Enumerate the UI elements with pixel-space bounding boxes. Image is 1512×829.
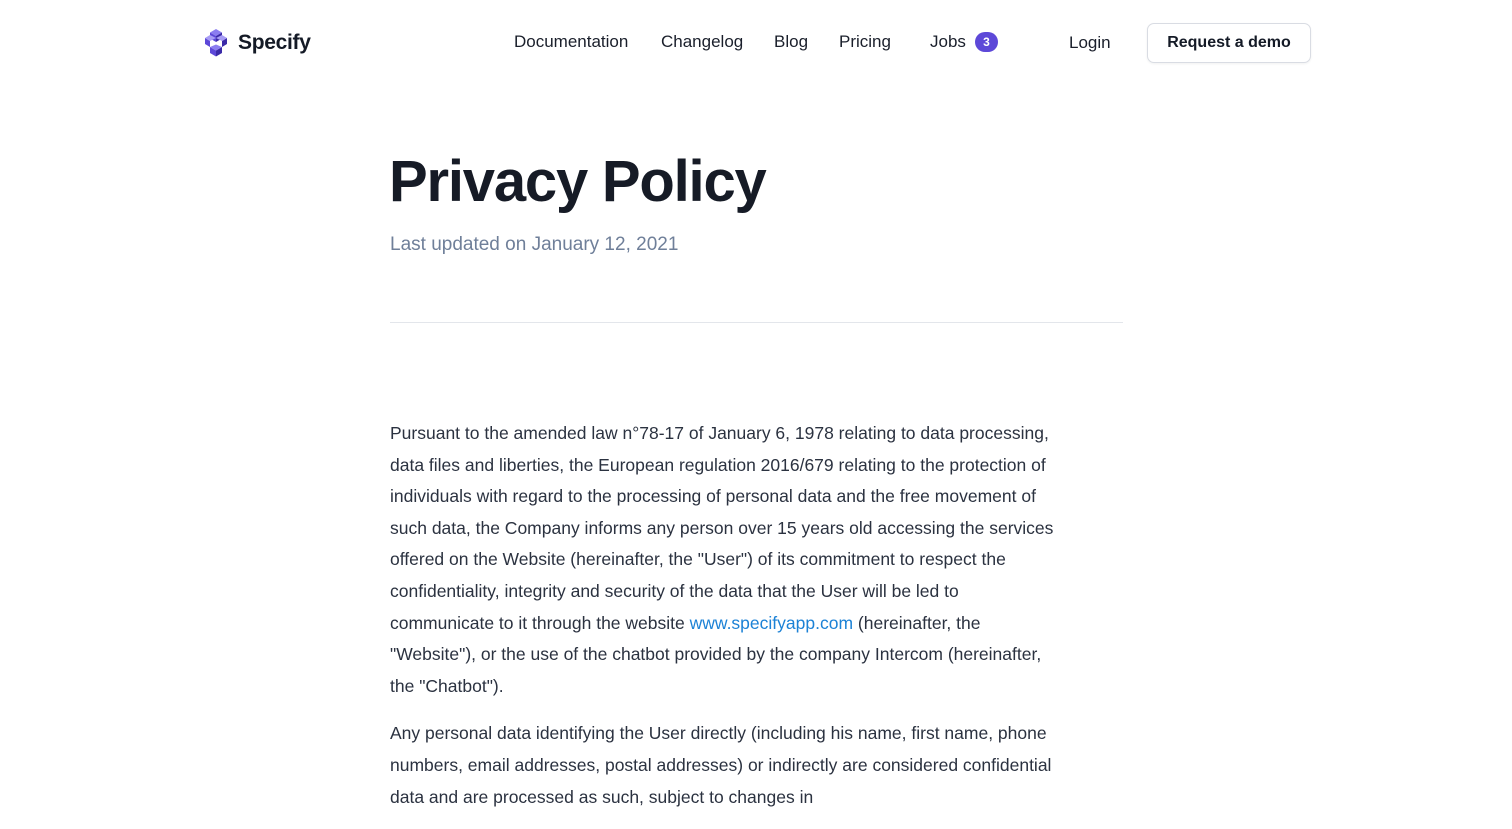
nav-documentation[interactable]: Documentation: [514, 32, 629, 51]
hexagon-cubes-logo-icon: [200, 27, 232, 59]
policy-paragraph-1: [390, 418, 1062, 702]
brand-logo[interactable]: [200, 27, 311, 59]
login-link[interactable]: Login: [1069, 33, 1111, 52]
last-updated-date: Last updated on January 12, 2021: [390, 234, 679, 255]
section-divider: [390, 322, 1123, 323]
nav-jobs[interactable]: Jobs: [930, 32, 966, 51]
policy-paragraph-2: Any personal data identifying the User directly (including his name, first name, phone numbers, email addresses, postal addresses) or indirectly are considered confidential data and are processed as such, subject to changes in: [390, 723, 1052, 807]
nav-changelog[interactable]: Changelog: [661, 32, 744, 51]
paragraph-text: Pursuant to the amended law n°78-17 of January 6, 1978 relating to data processing, data files and liberties, the European regulation 2016/679 relating to the protection of individuals with regard to the processing of personal data and the free movement of such data, the Company informs any person over 15 years old accessing the services offered on the Website (hereinafter, the "User") of its commitment to respect the confidentiality, integrity and security of the data that the User will be led to communicate to it through the website: [390, 423, 1054, 633]
website-link[interactable]: www.specifyapp.com: [689, 612, 854, 633]
policy-content: [390, 418, 1062, 829]
paragraph-text: (hereinafter, the "Website"), or the use of the chatbot provided by the company Intercom (hereinafter, the "Chatbot").: [390, 612, 1042, 696]
request-demo-button[interactable]: Request a demo: [1147, 23, 1311, 63]
site-header: [0, 0, 1512, 86]
brand-name: Specify: [238, 31, 311, 54]
jobs-count-badge: 3: [975, 32, 998, 52]
nav-blog[interactable]: Blog: [774, 32, 809, 51]
nav-pricing[interactable]: Pricing: [839, 32, 891, 51]
page-title: Privacy Policy: [389, 149, 766, 214]
